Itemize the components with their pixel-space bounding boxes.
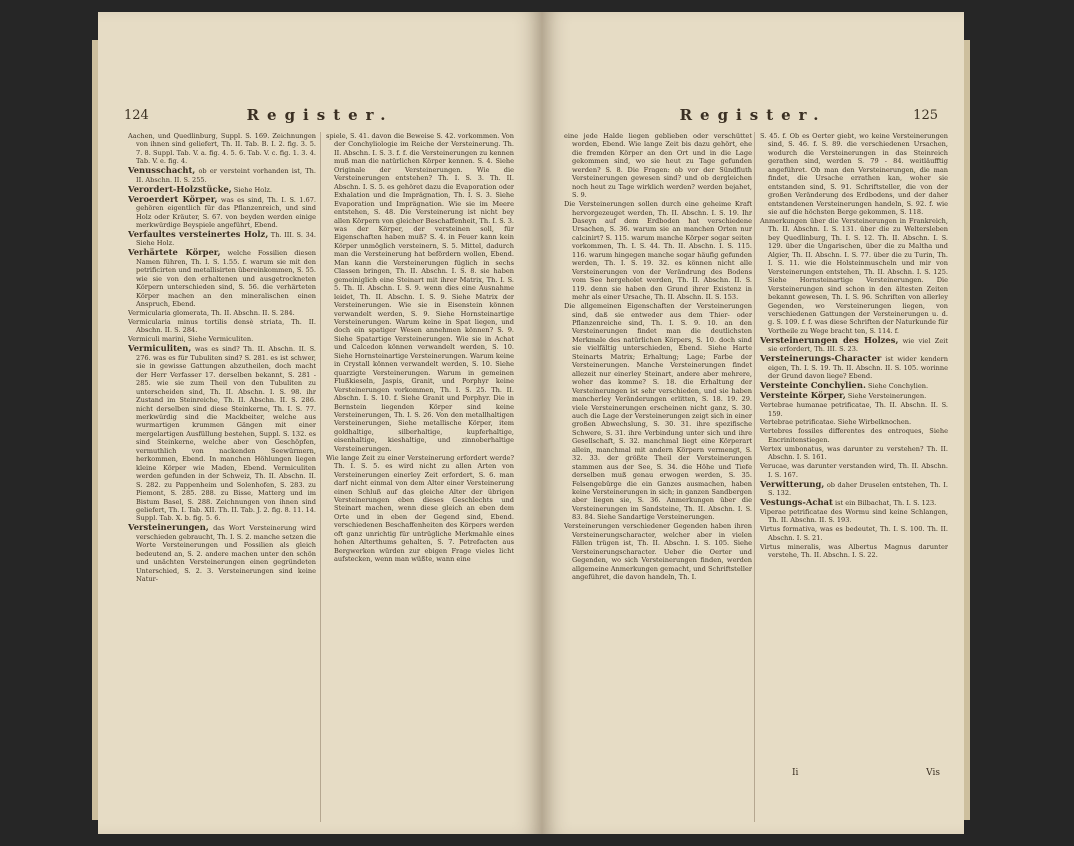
column-rule (754, 132, 755, 822)
index-entry (760, 401, 948, 418)
index-entry (128, 195, 316, 230)
index-entry (128, 230, 316, 248)
index-headword: Versteinte Körper, (760, 390, 846, 401)
left-page (98, 12, 542, 834)
index-entry (760, 462, 948, 479)
index-entry (760, 391, 948, 400)
index-entry (760, 480, 948, 498)
index-headword: Verfaultes versteinertes Holz, (128, 228, 269, 239)
index-headword: Veroerdert Körper, (128, 193, 218, 204)
index-entry-text: was es sind, Th. I. S. 1.67. gehören eigentlich für das Pflanzenreich, und sind Holz oder Kräuter, S. 67. von beyden werden einige merkwürdige Beyspiele angeführt, Ebend. (136, 195, 316, 230)
index-headword: Verhärtete Körper, (128, 247, 221, 258)
index-entry (564, 522, 752, 581)
right-page-edge (964, 40, 970, 820)
index-entry (326, 454, 514, 564)
left-running-head: Register. (246, 106, 394, 124)
index-entry (564, 302, 752, 522)
index-entry-text: Vertex umbonatus, was darunter zu verstehen? Th. II. Abschn. I. S. 161. (760, 444, 948, 462)
index-entry (760, 445, 948, 462)
index-entry-text: Viperae petrificatae des Wormu sind keine Schlangen, Th. II. Abschn. II. S. 193. (760, 507, 948, 525)
index-entry-text: das Wort Versteinerung wird verschieden gebraucht, Th. I. S. 2. manche setzen die Worte Versteinerungen und Fossilien als gleich bedeutend an, S. 2. andere machen unter den schön und unächten Versteinerungen einen gegründeten Unterschied, S. 2. 3. Versteinerungen sind keine Natur- (136, 524, 316, 584)
index-entry-text: spiele, S. 41. davon die Beweise S. 42. vorkommen. Von der Conchyliologie im Reiche der Versteinerung. Th. II. Abschn. I. S. 3. f. f. die Versteinerungen zu kennen muß man die natürlichen Körper kennen. S. 4. Siehe Originale der Versteinerungen. Wie die Versteinerungen entstehen? Th. I. S. 3. Th. II. Abschn. I. S. 5. es gehöret dazu die Evaporation oder Exhalation und die Imprägnation, Th. I. S. 3. Siehe Evaporation und Imprägnation. Wie sie im Meere entstehen, S. 48. Die Versteinerung ist nicht bey allen Körpern von gleicher Beschaffenheit, Th. I. S. 3. was der Körper, der versteinen soll, für Eigenschaften haben muß? S. 4. in Feuer kann kein Körper unmöglich versteinern, S. 5. Mittel, dadurch man die Versteinerung hat befördern wollen, Ebend. Man kann die Versteinerungen füglich in sechs Classen bringen, Th. II. Abschn. I. S. 8. sie haben gemeiniglich eine Steinart mit ihrer Matrix, Th. I. S. 5. Th. II. Abschn. I. S. 9. wenn dies eine Ausnahme leidet, Th. II. Abschn. I. S. 9. Siehe Matrix der Versteinerungen. Wie sie in Eisenstein können verwandelt werden, S. 9. Siehe Hornsteinartige Versteinerungen. Warum keine in Spat liegen, und doch ein spatiger Wesen annehmen können? S. 9. Siehe Spatartige Versteinerungen. Wie sie in Achat und Calcedon können verwandelt werden, S. 10. Siehe Hornsteinartige Versteinerungen. Warum keine in Crystall können verwandelt werden, S. 10. Siehe quarzigte Versteinerungen. Warum in gemeinen Flußkieseln, Jaspis, Granit, und Porphyr keine Versteinerungen vorkommen, Th. I. S. 25. Th. II. Abschn. I. S. 10. f. Siehe Granit und Porphyr. Die in Bernstein liegenden Körper sind keine Versteinerungen, Th. I. S. 26. Von den metallhaltigen Versteinerungen, Siehe metallische Körper, item goldhaltige, silberhaltige, kupferhaltige, eisenhaltige, kieshaltige, und zinnoberhaltige Versteinerungen. (326, 132, 514, 453)
index-entry (760, 132, 948, 217)
index-entry-text: ob er versteint vorhanden ist, Th. II. Abschn. II. S. 255. (136, 167, 316, 184)
index-entry-text: Die allgemeinen Eigenschaften der Versteinerungen sind, daß sie entweder aus dem Thier- oder Pflanzenreiche sind, Th. I. S. 9. 10. an den Versteinerungen findet man die deutlichsten Merkmale des natürlichen Körpers, S. 10. doch sind sie vielfältig unterschieden, Ebend. Siehe Harte Steinarts Matrix; Erhaltung; Lage; Farbe der Versteinerungen. Manche Versteinerungen findet allezeit nur einerley Steinart, andere aber mehrere, woher das komme? S. 18. die Erhaltung der Versteinerungen ist sehr verschieden, und sie haben mancherley Veränderungen erlitten, S. 18. 19. 29. viele Versteinerungen erscheinen nicht ganz, S. 30. auch die Lage der Versteinerungen zeigt sich in einer großen Abwechslung, S. 30. 31. ihre spezifische Schwere, S. 31. ihre Verbindung unter sich und ihre Gesellschaft, S. 32. manchmal liegt eine Körperart allein, manchmal mit andern Körpern vermengt, S. 32. 33. der größte Theil der Versteinerungen stammen aus der See, S. 34. die Höhe und Tiefe derselben muß genau erwogen werden, S. 35. Felsengebürge die ein Ganzes ausmachen, haben keine Versteinerungen in sich; in ganzen Sandbergen aber liegen sie, S. 36. Anmerkungen über die Versteinerungen im Sandsteine, Th. II. Abschn. I. S. 83. 84. Siehe Sandartige Versteinerungen. (564, 302, 752, 522)
signature-mark: Ii (792, 768, 799, 778)
index-entry-text: wie viel Zeit sie erfordert, Th. III. S. 23. (768, 336, 948, 354)
index-headword: Vermiculiten, (128, 343, 192, 354)
index-entry-text: Th. III. S. 34. Siehe Holz. (136, 230, 316, 248)
index-entry (760, 354, 948, 380)
catchword: Vis (926, 768, 940, 778)
index-entry (760, 427, 948, 444)
index-headword: Versteinte Conchylien. (760, 380, 866, 391)
index-entry (326, 132, 514, 453)
index-entry-text: ob daher Druselen entstehen, Th. I. S. 132. (768, 480, 948, 498)
index-entry-text: Vertebrae petrificatae. Siehe Wirbelknochen. (760, 418, 912, 427)
index-headword: Verordert-Holzstücke, (128, 183, 232, 194)
right-running-head: Register. (679, 106, 827, 124)
right-page-number: 125 (913, 108, 938, 123)
left-page-column-2 (326, 132, 514, 804)
index-entry-text: Anmerkungen über die Versteinerungen in Frankreich, Th. II. Abschn. I. S. 131. über die zu Weltersleben bey Quedlinburg, Th. I. S. 12. Th. II. Abschn. I. S. 129. über die Ungarischen, über die zu Maltha und Algier, Th. II. Abschn. I. S. 77. über die zu Turin, Th. I. S. 11. wie die Holsteinmuscheln und mir von Versteinerungen entstehen, Th. II. Abschn. I. S. 125. Siehe Hornsteinartige Versteinerungen. Die Versteinerungen sind schon in den ältesten Zeiten bekannt gewesen, Th. I. S. 96. Schriften von allerley Gegenden, wo Versteinerungen liegen, von verschiedenen Gattungen der Versteinerungen u. d. g. S. 109. f. f. was diese Schriften der Naturkunde für Vortheile zu Wege bracht ten, S. 114. f. (760, 217, 948, 335)
index-entry (760, 508, 948, 525)
index-entry (128, 344, 316, 523)
index-entry-text: Verucae, was darunter verstanden wird, Th. II. Abschn. I. S. 167. (760, 462, 948, 479)
index-entry (760, 217, 948, 335)
index-entry (128, 132, 316, 166)
left-page-header (124, 108, 516, 128)
index-entry-text: Vermicularia minus tortilis densè striata, Th. II. Abschn. II. S. 284. (128, 318, 316, 335)
index-headword: Versteinerungen, (128, 522, 209, 533)
index-entry-text: was es sind? Th. II. Abschn. II. S. 276. was es für Tubuliten sind? S. 281. es ist schwer, sie in gewisse Gattungen abzutheilen, doch macht der Herr Verfasser 17. derselben bekannt, S. 281 - 285. wie sie zum Theil von den Tubuliten zu unterscheiden sind, Th. II. Abschn. I. S. 98. ihr Zustand im Steinreiche, Th. II. Abschn. II. S. 286. nicht derselben sind diese Steinkerne, Th. I. S. 77. merkwürdig sind die Mackbeiter, welche aus wurmartigen krummen Gängen mit einer mergelartigen Ausfüllung bestehen, Suppl. S. 132. es sind Steinkerne, welche aber von Geschöpfen, vermuthlich von nackenden Seewürmern, herkommen, Ebend. In manchen Höhlungen liegen kleine Körper wie Maden, Ebend. Vermiculiten werden gefunden in der Schweiz, Th. II. Abschn. II. S. 282. zu Pappenheim und Solenhofen, S. 283. zu Piemont, S. 285. 288. zu Bisse, Matterg und im Bistum Basel, S. 288. Zeichnungen von ihnen sind geliefert, Th. I. Tab. XII. Th. II. Tab. J. 2. fig. 8. 11. 14. Suppl. Tab. X. b. fig. 5. 6. (136, 345, 316, 523)
index-entry (128, 248, 316, 308)
right-page (542, 12, 964, 834)
index-entry (760, 418, 948, 426)
index-entry-text: Siehe Holz. (233, 185, 272, 194)
index-entry-text: Siehe Conchylien. (867, 382, 929, 391)
left-page-column-1 (128, 132, 316, 804)
index-entry-text: Virtus formativa, was es bedeutet, Th. I. S. 100. Th. II. Abschn. I. S. 21. (760, 525, 948, 542)
index-entry-text: Vertebrae humanae petrificatae, Th. II. Abschn. II. S. 159. (760, 401, 948, 418)
left-page-number: 124 (124, 108, 149, 123)
index-headword: Versteinerungen des Holzes, (760, 334, 899, 345)
index-entry (760, 498, 948, 507)
index-headword: Venusschacht, (128, 165, 196, 176)
index-entry (128, 318, 316, 335)
index-headword: Vestungs-Achat (760, 497, 833, 508)
index-entry-text: Vermiculi marini, Siehe Vermiculiten. (128, 335, 254, 344)
index-entry-text: eine jede Halde liegen geblieben oder verschüttet worden, Ebend. Wie lange Zeit bis dazu gehört, ehe die fremden Körper an den Ort und in die Lage gekommen sind, wo sie heut zu Tage gefunden werden? S. 8. Die Fragen: ob vor der Sündfluth Versteinerungen gewesen sind? und ob dergleichen noch heut zu Tage wirklich werden? werden bejahet, S. 9. (564, 132, 752, 200)
index-entry-text: Die Versteinerungen sollen durch eine geheime Kraft hervorgezeuget werden, Th. II. Abschn. I. S. 19. Ihr Daseyn auf dem Erdboden hat verschiedene Ursachen, S. 36. warum sie an manchen Orten nur calcinirt? S. 115. warum manche Körper sogar seiten vorkommen, Th. I. S. 44. Th. II. Abschn. I. S. 115. 116. warum hingegen manche sogar häufig gefunden werden, Th. I. S. 19. 32. es können nicht alle Versteinerungen von der Verändrung des Bodens vom See hergeholet werden, Th. II. Abschn. II. S. 119. denn sie haben den Grund ihrer Existenz in mehr als einer Ursache, Th. II. Abschn. II. S. 153. (564, 200, 752, 302)
index-entry (564, 132, 752, 200)
index-entry (564, 200, 752, 301)
index-entry-text: Versteinerungen verschiedener Gegenden haben ihren Versteinerungscharacter, welcher aber in vielen Fällen trügen ist, Th. II. Abschn. I. S. 105. Siehe Versteinerungscharacter. Ueber die Oerter und Gegenden, wo sich Versteinerungen finden, werden allgemeine Anmerkungen gemacht, und Schriftsteller angeführet, die davon handeln, Th. I. (564, 522, 752, 582)
index-entry (128, 166, 316, 184)
index-entry-text: Virtus mineralis, was Albertus Magnus darunter verstehe, Th. II. Abschn. I. S. 22. (760, 542, 948, 560)
index-entry-text: Vermicularia glomerata, Th. II. Abschn. II. S. 284. (128, 309, 295, 318)
index-entry-text: ist wider kendern eigen, Th. I. S. 19. Th. II. Abschn. II. S. 105. worinne der Grund davon liege? Ebend. (768, 355, 948, 381)
index-entry-text: Siehe Versteinerungen. (847, 392, 927, 401)
index-entry-text: welche Fossilien diesen Namen führen, Th. I. S. 1.55. f. warum sie mit den petrificirten und metallisirten übereinkommen, S. 55. wie sie von den erhaltenen und ausgetrockneten Körpern unterschieden sind, S. 56. die verhärteten Körper machen an den mineralischen einen Anspruch, Ebend. (136, 249, 316, 309)
index-entry-text: Wie lange Zeit zu einer Versteinerung erfordert werde? Th. I. S. 5. es wird nicht zu allen Arten von Versteinerungen einerley Zeit erfordert, S. 6. man darf nicht einmal von dem Alter einer Versteinerung einen Schluß auf das gleiche Alter der übrigen Versteinerungen eben dieses Geschlechts und Steinart machen, wenn diese gleich an eben dem Orte und in eben der Gegend sind, Ebend. verschiedenen Beschaffenheiten des Körpers werden oft ganz unrichtig für untrügliche Merkmahle eines hohen Alterthums gehalten, S. 7. Petrefacten aus Bergwerken würden zur ebigen Frage vieles licht aufstecken, wenn man wüßte, wann eine (326, 453, 514, 564)
index-headword: Verwitterung, (760, 478, 825, 489)
index-headword: Versteinerungs-Character (760, 353, 882, 364)
index-entry-text: Vertebres fossiles differentes des entroques, Siehe Encrinitenstiegen. (760, 427, 948, 444)
column-rule (320, 132, 321, 822)
index-entry (760, 336, 948, 354)
index-entry-text: ist ein Bilbachat, Th. I. S. 123. (834, 499, 937, 508)
index-entry-text: Aachen, und Quedlinburg, Suppl. S. 169. Zeichnungen von ihnen sind geliefert, Th. II. Tab. B. I. 2. fig. 3. 5. 7. 8. Suppl. Tab. V. a. fig. 4. 5. 6. Tab. V. c. fig. 1. 3. 4. Tab. V. e. fig. 4. (128, 132, 316, 166)
right-page-header (568, 108, 938, 128)
index-entry (760, 543, 948, 560)
index-entry (128, 523, 316, 583)
index-entry-text: S. 45. f. Ob es Oerter giebt, wo keine Versteinerungen sind, S. 46. f. S. 89. die verschiedenen Ursachen, wodurch die Versteinerungen in das Steinreich gerathen sind, werden S. 79 - 84. weitläufftig angeführet. Ob man den Versteinerungen, die man findet, die Ursache errathen kan, woher sie entstanden sind, S. 91. Schriftsteller, die von der großen Veränderung des Erdbodens, und der daher entstandenen Versteinerungen handeln, S. 92. f. wie sie auf die höchsten Berge gekommen, S. 118. (760, 132, 948, 217)
right-page-column-1 (564, 132, 752, 804)
index-entry (128, 309, 316, 317)
index-entry (760, 525, 948, 542)
right-page-column-2 (760, 132, 948, 804)
